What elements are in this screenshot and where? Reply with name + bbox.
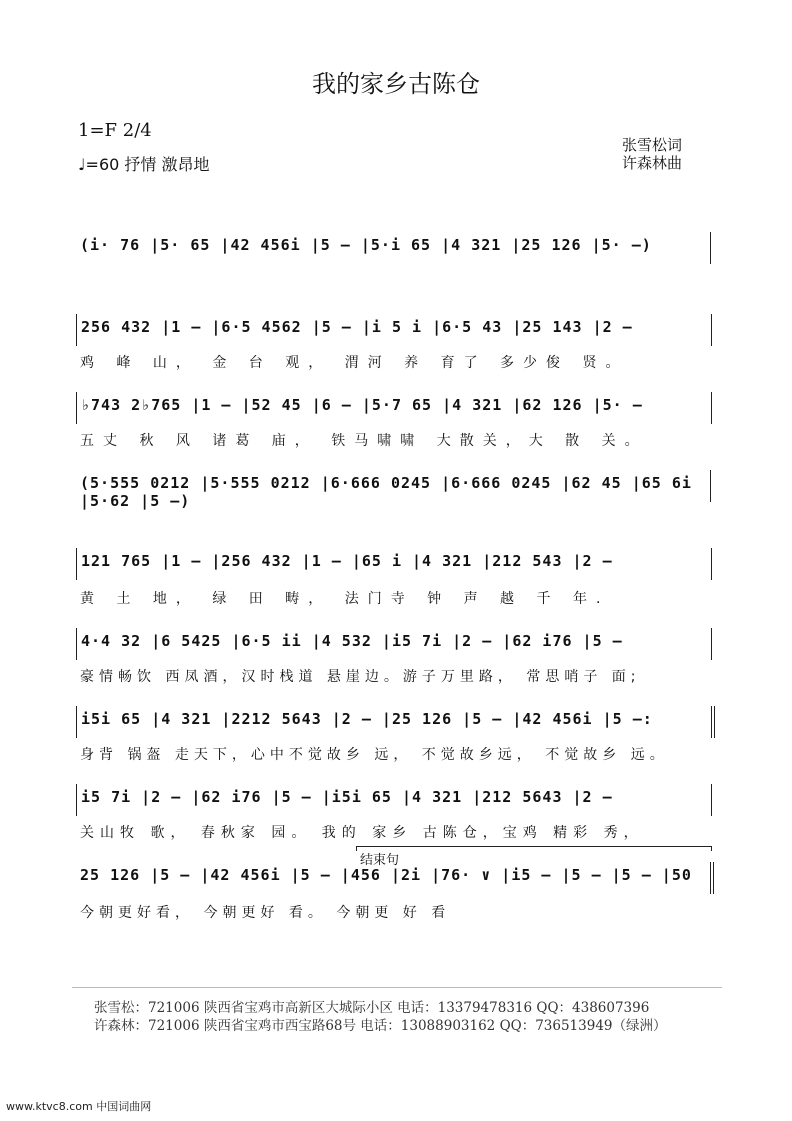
notation: 256 432 |1 – |6·5 4562 |5 – |i 5 i |6·5 43 |25 143 |2 – bbox=[81, 318, 633, 336]
notation: i5 7i |2 – |62 i76 |5 – |i5i 65 |4 321 |212 5643 |2 – bbox=[81, 788, 613, 806]
notation: 25 126 |5 – |42 456i |5 – |456 |2i |76· ∨ |i5 – |5 – |5 – |50 bbox=[80, 866, 692, 884]
site-watermark: www.ktvc8.com 中国词曲网 bbox=[6, 1100, 152, 1113]
notation: (i· 76 |5· 65 |42 456i |5 – |5·i 65 |4 321 |25 126 |5· –) bbox=[80, 236, 652, 254]
lyricist-contact: 张雪松：721006 陕西省宝鸡市高新区大城际小区 电话：13379478316 QQ：438607396 bbox=[94, 1000, 650, 1016]
lyrics-row-8: 关山牧 歌， 春秋家 园。 我的 家乡 古陈仓，宝鸡 精彩 秀， bbox=[80, 825, 644, 841]
composer-contact: 许森林：721006 陕西省宝鸡市西宝路68号 电话：13088903162 QQ：736513949（绿洲） bbox=[94, 1018, 667, 1034]
key-signature: 1=F 2/4 bbox=[78, 120, 152, 141]
lyrics-row-7: 身背 锅盔 走天下，心中不觉故乡 远， 不觉故乡远， 不觉故乡 远。 bbox=[80, 747, 669, 763]
score-row-3 bbox=[76, 392, 712, 424]
song-title: 我的家乡古陈仓 bbox=[312, 70, 480, 98]
score-row-6 bbox=[76, 628, 712, 660]
notation: 121 765 |1 – |256 432 |1 – |65 i |4 321 |212 543 |2 – bbox=[81, 552, 613, 570]
score-row-8 bbox=[76, 784, 712, 816]
tempo-marking: ♩=60 抒情 激昂地 bbox=[78, 155, 210, 174]
footer-divider bbox=[72, 987, 722, 988]
score-row-9 bbox=[76, 862, 714, 894]
lyrics-row-9: 今朝更好看， 今朝更好 看。 今朝更 好 看 bbox=[80, 905, 451, 921]
notation: (5·555 0212 |5·555 0212 |6·666 0245 |6·666 0245 |62 45 |65 6i |5·62 |5 –) bbox=[80, 474, 692, 510]
lyrics-row-3: 五丈 秋 风 诸葛 庙， 铁马啸啸 大散关，大 散 关。 bbox=[80, 433, 648, 449]
lyricist-credit: 张雪松词 bbox=[622, 136, 683, 154]
composer-credit: 许森林曲 bbox=[622, 154, 683, 172]
notation: 4·4 32 |6 5425 |6·5 ii |4 532 |i5 7i |2 – |62 i76 |5 – bbox=[81, 632, 623, 650]
lyrics-row-6: 豪情畅饮 西凤酒，汉时栈道 悬崖边。游子万里路， 常思哨子 面; bbox=[80, 669, 641, 685]
score-row-2 bbox=[76, 314, 712, 346]
score-row-1 bbox=[76, 232, 711, 264]
score-row-7 bbox=[76, 706, 715, 738]
coda-label: 结束句 bbox=[360, 853, 400, 868]
score-row-4 bbox=[76, 470, 711, 510]
coda-bracket bbox=[356, 846, 712, 851]
lyrics-row-2: 鸡 峰 山， 金 台 观， 渭河 养 育了 多少俊 贤。 bbox=[80, 355, 629, 371]
lyrics-row-5: 黄 土 地， 绿 田 畴， 法门寺 钟 声 越 千 年. bbox=[80, 591, 610, 607]
notation: i5i 65 |4 321 |2212 5643 |2 – |25 126 |5 – |42 456i |5 –: bbox=[81, 710, 653, 728]
score-row-5 bbox=[76, 548, 712, 580]
notation: ♭743 2♭765 |1 – |52 45 |6 – |5·7 65 |4 321 |62 126 |5· – bbox=[81, 396, 643, 414]
